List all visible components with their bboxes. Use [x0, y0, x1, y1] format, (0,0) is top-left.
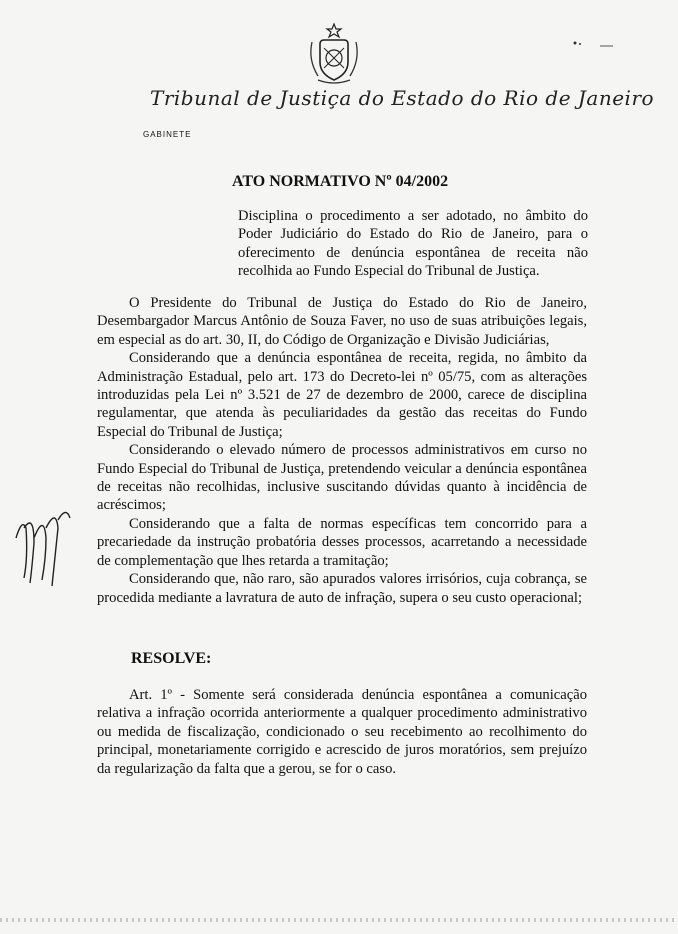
- court-letterhead: Tribunal de Justiça do Estado do Rio de Janeiro: [150, 86, 655, 110]
- article-section: [97, 686, 587, 778]
- article-1: Art. 1º - Somente será considerada denúncia espontânea a comunicação relativa a infração ocorrida anteriormente a qualquer procedimento administrativo ou medida de fiscalização, condicionado o seu recebimento ao recolhimento do principal, monetariamente corrigido e acrescido de juros moratórios, sem prejuízo da regularização da falta que a gerou, se for o caso.: [97, 687, 587, 777]
- document-title: ATO NORMATIVO Nº 04/2002: [232, 173, 449, 190]
- department-label: GABINETE: [143, 130, 192, 139]
- handwritten-initials-icon: [12, 498, 74, 588]
- preamble: [97, 294, 587, 607]
- ementa-summary: Disciplina o procedimento a ser adotado, no âmbito do Poder Judiciário do Estado do Rio de Janeiro, para o oferecimento de denúncia espontânea de receita não recolhida ao Fundo Especial do Tribunal de Justiça.: [238, 208, 588, 280]
- scan-specks: [555, 38, 615, 48]
- paragraph-considering-2: Considerando o elevado número de processos administrativos em curso no Fundo Especial do Tribunal de Justiça, pretendendo veicular a denúncia espontânea de receitas não recolhidas, inclusive suscitando dúvidas quanto à incidência de acréscimos;: [97, 442, 587, 514]
- scan-bottom-edge: [0, 918, 678, 922]
- resolve-heading: RESOLVE:: [131, 650, 212, 667]
- paragraph-considering-3: Considerando que a falta de normas específicas tem concorrido para a precariedade da instrução probatória desses processos, acarretando a necessidade de complementação que lhes retarda a tramitação;: [97, 515, 587, 569]
- paragraph-preamble: O Presidente do Tribunal de Justiça do Estado do Rio de Janeiro, Desembargador Marcus Antônio de Souza Faver, no uso de suas atribuições legais, em especial as do art. 30, II, do Código de Organização e Divisão Judiciárias,: [97, 295, 587, 348]
- paragraph-considering-1: Considerando que a denúncia espontânea de receita, regida, no âmbito da Administração Estadual, pelo art. 173 do Decreto-lei nº 05/75, com as alterações introduzidas pela Lei nº 3.521 de 27 de dezembro de 2000, carece de disciplina regulamentar, que atenda às peculiaridades da gestão das receitas do Fundo Especial do Tribunal de Justiça;: [97, 350, 587, 440]
- paragraph-considering-4: Considerando que, não raro, são apurados valores irrisórios, cuja cobrança, se procedida mediante a lavratura de auto de infração, supera o seu custo operacional;: [97, 571, 587, 606]
- coat-of-arms-icon: [306, 22, 362, 86]
